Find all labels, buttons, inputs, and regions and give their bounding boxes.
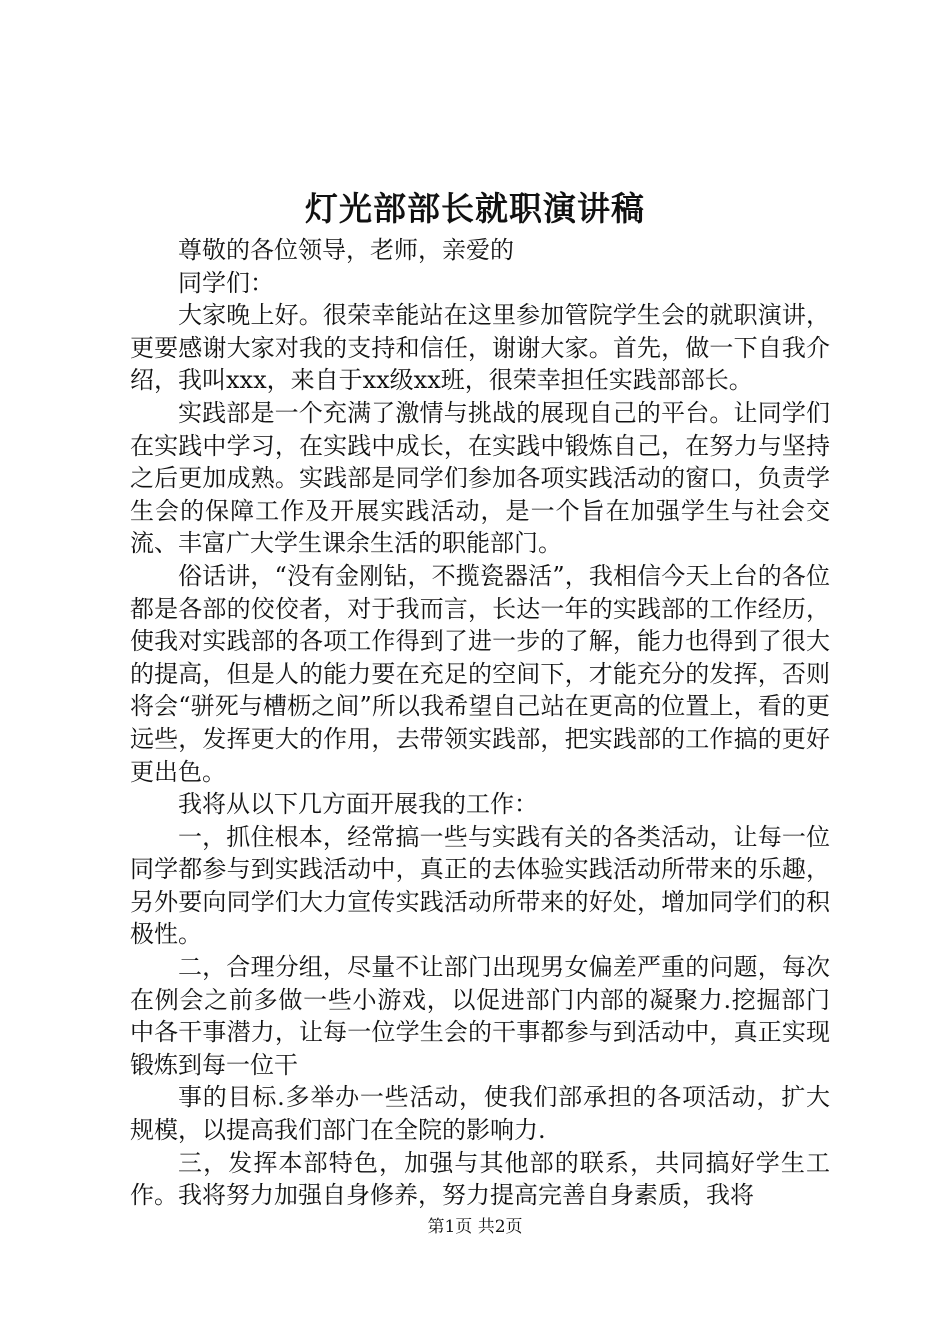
paragraph-experience: 俗话讲，“没有金刚钻，不揽瓷器活”，我相信今天上台的各位都是各部的佼佼者，对于我而言，长达一年的实践部的工作经历，使我对实践部的各项工作得到了进一步的了解，能力也得到了很大的提高，但是人的能力要在充足的空间下，才能充分的发挥，否则将会“骈死与槽枥之间”所以我希望自己站在更高的位置上，看的更远些，发挥更大的作用，去带领实践部，把实践部的工作搞的更好更出色。	[130, 561, 830, 786]
paragraph-greeting: 大家晚上好。很荣幸能站在这里参加管院学生会的就职演讲，更要感谢大家对我的支持和信任，谢谢大家。首先，做一下自我介绍，我叫xxx，来自于xx级xx班，很荣幸担任实践部部长。	[130, 301, 830, 395]
paragraph-plan-2: 二，合理分组，尽量不让部门出现男女偏差严重的问题，每次在例会之前多做一些小游戏，以促进部门内部的凝聚力.挖掘部门中各干事潜力，让每一位学生会的干事都参与到活动中，真正实现锻炼到每一位干	[130, 953, 830, 1079]
document-body	[130, 234, 830, 1212]
paragraph-plan-intro: 我将从以下几方面开展我的工作：	[178, 790, 538, 819]
document-title: 灯光部部长就职演讲稿	[305, 189, 645, 228]
paragraph-department-intro: 实践部是一个充满了激情与挑战的展现自己的平台。让同学们在实践中学习，在实践中成长，在实践中锻炼自己，在努力与坚持之后更加成熟。实践部是同学们参加各项实践活动的窗口，负责学生会的保障工作及开展实践活动，是一个旨在加强学生与社会交流、丰富广大学生课余生活的职能部门。	[130, 398, 830, 558]
paragraph-plan-3: 三，发挥本部特色，加强与其他部的联系，共同搞好学生工作。我将努力加强自身修养，努力提高完善自身素质，我将	[130, 1148, 830, 1210]
paragraph-plan-1: 一，抓住根本，经常搞一些与实践有关的各类活动，让每一位同学都参与到实践活动中，真正的去体验实践活动所带来的乐趣，另外要向同学们大力宣传实践活动所带来的好处，增加同学们的积极性。	[130, 822, 830, 949]
salutation-line-1: 尊敬的各位领导，老师，亲爱的	[178, 236, 514, 264]
salutation-line-2: 同学们：	[178, 268, 274, 297]
paragraph-plan-2-continued: 事的目标.多举办一些活动，使我们部承担的各项活动，扩大规模，以提高我们部门在全院的影响力.	[130, 1083, 830, 1145]
page-number-footer: 第1页 共2页	[427, 1217, 523, 1237]
